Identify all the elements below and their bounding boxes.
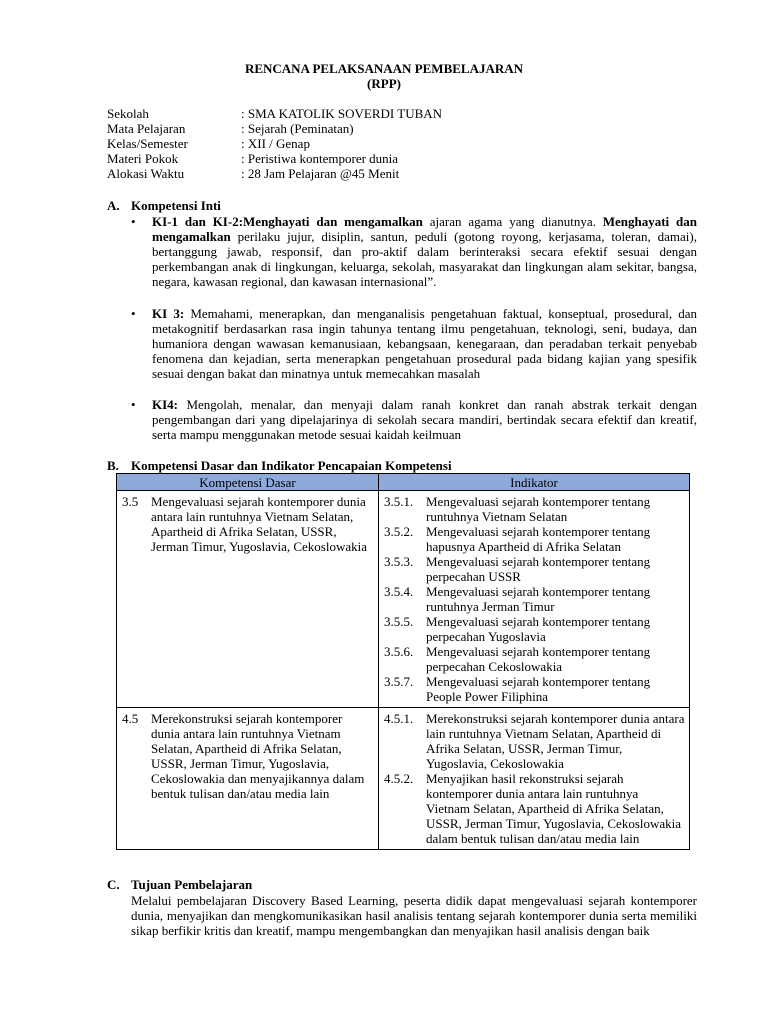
indicator-number: 3.5.3. — [384, 554, 414, 569]
info-value: : 28 Jam Pelajaran @45 Menit — [241, 166, 400, 181]
identity-block — [107, 106, 442, 181]
tujuan-text: Melalui pembelajaran Discovery Based Learning, peserta didik dapat mengevaluasi sejarah kontemporer dunia, menyajikan dan mengkomunikasikan hasil analisis tentang sejarah kontemporer dunia serta memiliki sikap berfikir kritis dan kreatif, mampu mengembangkan dan menyajikan hasil analisis dengan baik — [131, 893, 697, 938]
indicator-number: 3.5.2. — [384, 524, 414, 539]
section-letter: A. — [107, 198, 120, 213]
indicator-item — [384, 614, 685, 644]
indicator-number: 3.5.1. — [384, 494, 414, 509]
info-row-kelas — [107, 136, 442, 151]
section-title: Kompetensi Dasar dan Indikator Pencapaian Kompetensi — [131, 458, 452, 473]
bullet-icon: • — [131, 397, 136, 412]
info-label: Mata Pelajaran — [107, 121, 186, 136]
ki-3-item — [131, 306, 697, 381]
table-row — [117, 708, 690, 850]
ki-bold: KI-1 dan KI-2:Menghayati dan mengamalkan — [152, 214, 423, 229]
indicator-text: Mengevaluasi sejarah kontemporer tentang runtuhnya Vietnam Selatan — [426, 494, 651, 524]
info-label: Materi Pokok — [107, 151, 179, 166]
info-value: : Sejarah (Peminatan) — [241, 121, 354, 136]
kd-cell — [117, 491, 379, 708]
info-value: : SMA KATOLIK SOVERDI TUBAN — [241, 106, 443, 121]
indicator-text: Menyajikan hasil rekonstruksi sejarah kontemporer dunia antara lain runtuhnya Vietnam Selatan, Apartheid di Afrika Selatan, USSR, Jerman Timur, Yugoslavia, Cekoslowakia dalam bentuk tulisan dan/atau media lain — [426, 771, 682, 846]
ki-text: perilaku jujur, disiplin, santun, peduli (gotong royong, kerjasama, toleran, damai), bertanggung jawab, responsif, dan pro-aktif dalam berinteraksi secara efektif sesuai dengan perkembangan anak di lingkungan, keluarga, sekolah, masyarakat dan lingkungan alam sekitar, bangsa, negara, kawasan regional, dan kawasan internasional”. — [152, 229, 697, 289]
info-row-sekolah — [107, 106, 442, 121]
indicator-item — [384, 771, 685, 846]
info-row-materi — [107, 151, 442, 166]
ki-4-text — [152, 397, 697, 442]
indikator-cell — [379, 491, 690, 708]
indicator-text: Mengevaluasi sejarah kontemporer tentang perpecahan USSR — [426, 554, 651, 584]
bullet-icon: • — [131, 214, 136, 229]
ki-bold: Menghayati dan mengamalkan — [152, 214, 697, 244]
section-letter: B. — [107, 458, 119, 473]
indicator-item — [384, 494, 685, 524]
indicator-item — [384, 554, 685, 584]
competency-table — [116, 473, 690, 850]
indicator-text: Mengevaluasi sejarah kontemporer tentang perpecahan Cekoslowakia — [426, 644, 651, 674]
info-value: : XII / Genap — [241, 136, 310, 151]
indicator-text: Merekonstruksi sejarah kontemporer dunia antara lain runtuhnya Vietnam Selatan, Apartheid di Afrika Selatan, USSR, Jerman Timur, Yugoslavia, Cekoslowakia — [426, 711, 685, 771]
indicator-number: 4.5.2. — [384, 771, 414, 786]
indicator-item — [384, 711, 685, 771]
info-label: Alokasi Waktu — [107, 166, 185, 181]
ki-3-text — [152, 306, 697, 381]
document-title: RENCANA PELAKSANAAN PEMBELAJARAN — [244, 61, 524, 76]
kd-item — [122, 494, 374, 554]
kd-item — [122, 711, 374, 801]
ki-4-item — [131, 397, 697, 442]
ki-text: ajaran agama yang dianutnya. — [422, 214, 603, 229]
indicator-number: 3.5.7. — [384, 674, 414, 689]
column-header-indikator: Indikator — [379, 474, 690, 491]
indicator-item — [384, 584, 685, 614]
info-row-mapel — [107, 121, 442, 136]
info-label: Sekolah — [107, 106, 149, 121]
indicator-text: Mengevaluasi sejarah kontemporer tentang runtuhnya Jerman Timur — [426, 584, 651, 614]
indicator-number: 3.5.4. — [384, 584, 414, 599]
table-header-row — [117, 474, 690, 491]
section-c-heading — [107, 877, 252, 893]
kd-number: 4.5 — [122, 711, 139, 726]
ki-text: Memahami, menerapkan, dan menganalisis pengetahuan faktual, konseptual, prosedural, dan metakognitif berdasarkan rasa ingin tahunya tentang ilmu pengetahuan, teknologi, seni, budaya, dan humaniora dengan wawasan kemanusiaan, kebangsaan, kenegaraan, dan peradaban terkait penyebab fenomena dan kejadian, serta menerapkan pengetahuan prosedural pada bidang kajian yang spesifik sesuai dengan bakat dan minatnya untuk memecahkan masalah — [152, 306, 698, 381]
indicator-number: 3.5.6. — [384, 644, 414, 659]
ki-bold: KI 3: — [152, 306, 185, 321]
info-value: : Peristiwa kontemporer dunia — [241, 151, 399, 166]
info-label: Kelas/Semester — [107, 136, 188, 151]
info-row-alokasi — [107, 166, 442, 181]
table-row — [117, 491, 690, 708]
document-subtitle: (RPP) — [367, 76, 401, 91]
indicator-number: 3.5.5. — [384, 614, 414, 629]
indicator-text: Mengevaluasi sejarah kontemporer tentang People Power Filiphina — [426, 674, 651, 704]
kd-number: 3.5 — [122, 494, 139, 509]
indikator-cell — [379, 708, 690, 850]
ki-text: Mengolah, menalar, dan menyaji dalam ranah konkret dan ranah abstrak terkait dengan pengembangan dari yang dipelajarinya di sekolah secara mandiri, bertindak secara efektif dan kreatif, serta mampu menggunakan metode sesuai kaidah keilmuan — [152, 397, 697, 442]
indicator-text: Mengevaluasi sejarah kontemporer tentang hapusnya Apartheid di Afrika Selatan — [426, 524, 651, 554]
section-letter: C. — [107, 877, 120, 892]
column-header-kd: Kompetensi Dasar — [117, 474, 379, 491]
ki-1-2-text — [152, 214, 697, 289]
ki-bold: KI4: — [152, 397, 178, 412]
kd-text: Mengevaluasi sejarah kontemporer dunia antara lain runtuhnya Vietnam Selatan, Apartheid di Afrika Selatan, USSR, Jerman Timur, Yugoslavia, Cekoslowakia — [151, 494, 368, 554]
ki-1-2-item — [131, 214, 697, 289]
bullet-icon: • — [131, 306, 136, 321]
indicator-item — [384, 524, 685, 554]
indicator-item — [384, 674, 685, 704]
section-a-heading — [107, 198, 221, 214]
section-title: Kompetensi Inti — [131, 198, 221, 213]
section-title: Tujuan Pembelajaran — [131, 877, 253, 892]
indicator-text: Mengevaluasi sejarah kontemporer tentang perpecahan Yugoslavia — [426, 614, 651, 644]
indicator-number: 4.5.1. — [384, 711, 414, 726]
kd-text: Merekonstruksi sejarah kontemporer dunia antara lain runtuhnya Vietnam Selatan, Apartheid di Afrika Selatan, USSR, Jerman Timur, Yugoslavia, Cekoslowakia dan menyajikannya dalam bentuk tulisan dan/atau media lain — [151, 711, 365, 801]
kd-cell — [117, 708, 379, 850]
indicator-item — [384, 644, 685, 674]
section-b-heading — [107, 458, 452, 474]
